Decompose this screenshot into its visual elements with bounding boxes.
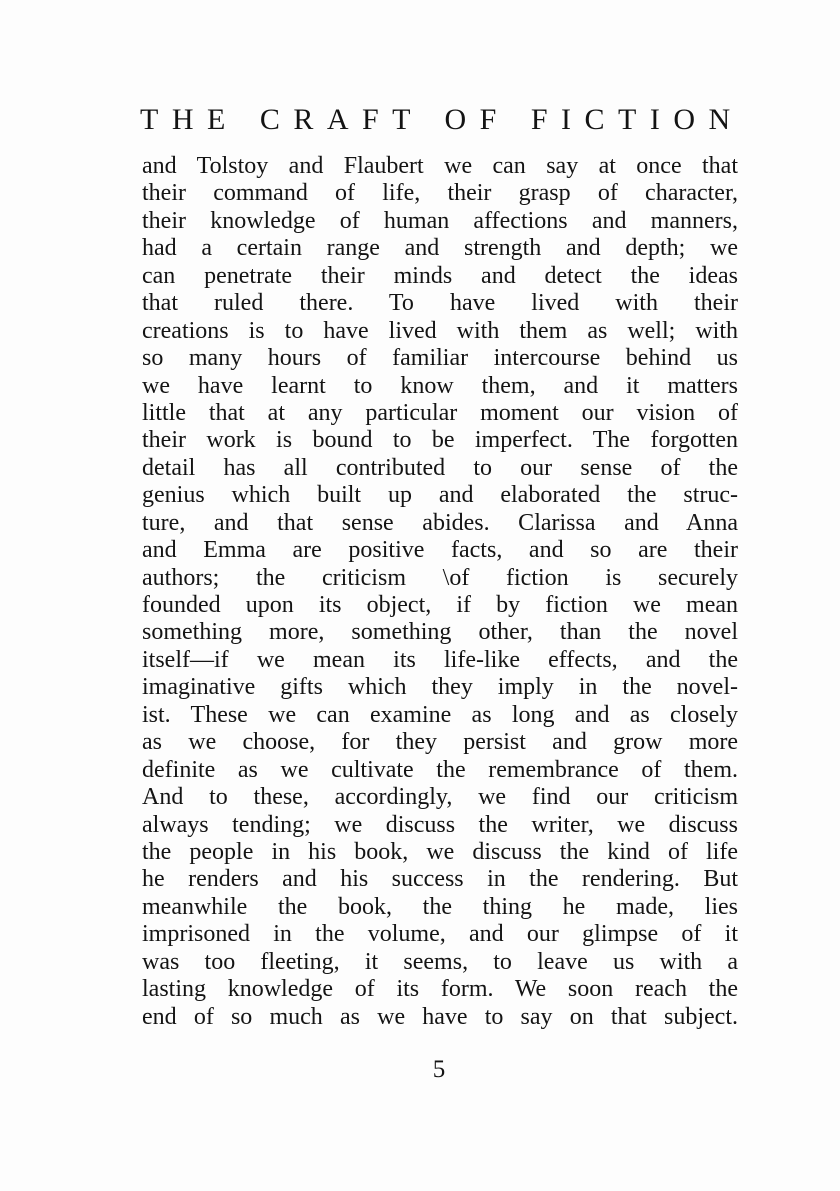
text-line: definite as we cultivate the remembrance of them. [142, 756, 738, 783]
text-line: creations is to have lived with them as well; with [142, 317, 738, 344]
text-line: detail has all contributed to our sense of the [142, 454, 738, 481]
text-line: ist. These we can examine as long and as closely [142, 701, 738, 728]
text-line: always tending; we discuss the writer, we discuss [142, 811, 738, 838]
text-line: imprisoned in the volume, and our glimpse of it [142, 921, 738, 948]
body-text [142, 153, 738, 1031]
text-line: their knowledge of human affections and manners, [142, 207, 738, 234]
text-line: ture, and that sense abides. Clarissa and Anna [142, 509, 738, 536]
text-line: lasting knowledge of its form. We soon reach the [142, 976, 738, 1003]
text-line: and Emma are positive facts, and so are their [142, 537, 738, 564]
text-line: imaginative gifts which they imply in the novel- [142, 674, 738, 701]
text-line: as we choose, for they persist and grow more [142, 729, 738, 756]
text-line: he renders and his success in the rendering. But [142, 866, 738, 893]
text-line: their command of life, their grasp of character, [142, 180, 738, 207]
running-head: THE CRAFT OF FICTION [140, 103, 744, 136]
text-line: meanwhile the book, the thing he made, lies [142, 893, 738, 920]
text-line: their work is bound to be imperfect. The forgotten [142, 427, 738, 454]
text-line: itself—if we mean its life-like effects, and the [142, 646, 738, 673]
text-line: the people in his book, we discuss the kind of life [142, 838, 738, 865]
text-line: genius which built up and elaborated the struc- [142, 482, 738, 509]
text-line: was too fleeting, it seems, to leave us with a [142, 948, 738, 975]
text-line: that ruled there. To have lived with their [142, 290, 738, 317]
page-number: 5 [432, 1056, 446, 1083]
text-line: so many hours of familiar intercourse behind us [142, 345, 738, 372]
text-line: authors; the criticism \of fiction is securely [142, 564, 738, 591]
text-line: end of so much as we have to say on that subject. [142, 1003, 738, 1030]
text-line: and Tolstoy and Flaubert we can say at once that [142, 153, 738, 179]
text-line: founded upon its object, if by fiction we mean [142, 592, 738, 618]
text-line: little that at any particular moment our vision of [142, 399, 738, 426]
text-line: something more, something other, than the novel [142, 619, 738, 646]
text-line: And to these, accordingly, we find our criticism [142, 784, 738, 811]
text-line: can penetrate their minds and detect the ideas [142, 262, 738, 289]
text-line: had a certain range and strength and depth; we [142, 235, 738, 262]
text-line: we have learnt to know them, and it matters [142, 372, 738, 399]
